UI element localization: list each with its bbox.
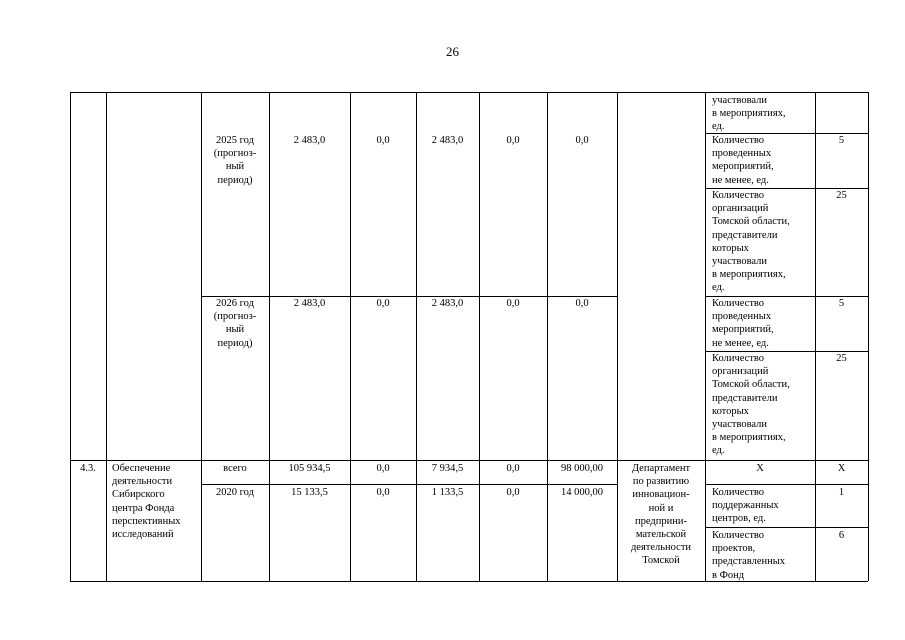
col-line-11 [868,92,869,581]
table-top-border [70,92,868,93]
federal-2026: 0,0 [376,298,390,309]
total-2020: 15 133,5 [291,487,328,498]
local-all: 0,0 [506,463,520,474]
year-2020: 2020 год [216,487,254,498]
indicator-continued: участвовали в мероприятиях, ед. [712,95,786,133]
indicator-2026-orgs: Количество организаций Томской области, представители которых участвовали в мероприятиях, ед. [712,353,790,457]
regional-2020: 1 133,5 [431,487,464,498]
col-line-10 [815,92,816,581]
col-line-6 [479,92,480,581]
year-2025: 2025 год (прогноз- ный период) [213,135,257,186]
indicator-total: Х [756,463,764,474]
indicator-2020-centers: Количество поддержанных центров, ед. [712,487,779,525]
other-2025: 0,0 [575,135,589,146]
row-line-4-3 [70,460,868,461]
page-number: 26 [446,44,459,59]
col-line-7 [547,92,548,581]
item-number: 4.3. [80,463,96,474]
federal-2025: 0,0 [376,135,390,146]
indicator-2026-events: Количество проведенных мероприятий, не менее, ед. [712,298,774,349]
other-all: 98 000,00 [561,463,603,474]
local-2020: 0,0 [506,487,520,498]
col-line-3 [269,92,270,581]
col-line-4 [350,92,351,581]
indicator-2025-events: Количество проведенных мероприятий, не менее, ед. [712,135,774,186]
federal-2020: 0,0 [376,487,390,498]
value-total: Х [837,463,846,474]
item-name: Обеспечение деятельности Сибирского центра Фонда перспективных исследований [112,463,181,541]
regional-2025: 2 483,0 [431,135,464,146]
total-2026: 2 483,0 [293,298,326,309]
value-2026-events: 5 [838,298,845,309]
total-2025: 2 483,0 [293,135,326,146]
indicator-2025-orgs: Количество организаций Томской области, представители которых участвовали в мероприятиях, ед. [712,190,790,294]
col-line-1 [106,92,107,581]
local-2026: 0,0 [506,298,520,309]
federal-all: 0,0 [376,463,390,474]
total-all: 105 934,5 [288,463,331,474]
local-2025: 0,0 [506,135,520,146]
row-line-2020-b [705,527,868,528]
value-2025-events: 5 [838,135,845,146]
regional-2026: 2 483,0 [431,298,464,309]
other-2026: 0,0 [575,298,589,309]
regional-all: 7 934,5 [431,463,464,474]
value-2020-projects: 6 [838,530,845,541]
col-line-5 [416,92,417,581]
value-2026-orgs: 25 [836,353,847,364]
year-total: всего [223,463,247,474]
other-2020: 14 000,00 [561,487,603,498]
col-line-9 [705,92,706,581]
year-2026: 2026 год (прогноз- ный период) [213,298,257,349]
executor: Департамент по развитию инновацион- ной и предприни- мательской деятельности Томской [630,463,692,567]
value-2020-centers: 1 [838,487,845,498]
value-2025-orgs: 25 [836,190,847,201]
row-line-2020-ind [705,484,868,485]
indicator-2020-projects: Количество проектов, представленных в Фонд [712,530,786,581]
row-line-2020 [201,484,617,485]
col-line-0 [70,92,71,581]
